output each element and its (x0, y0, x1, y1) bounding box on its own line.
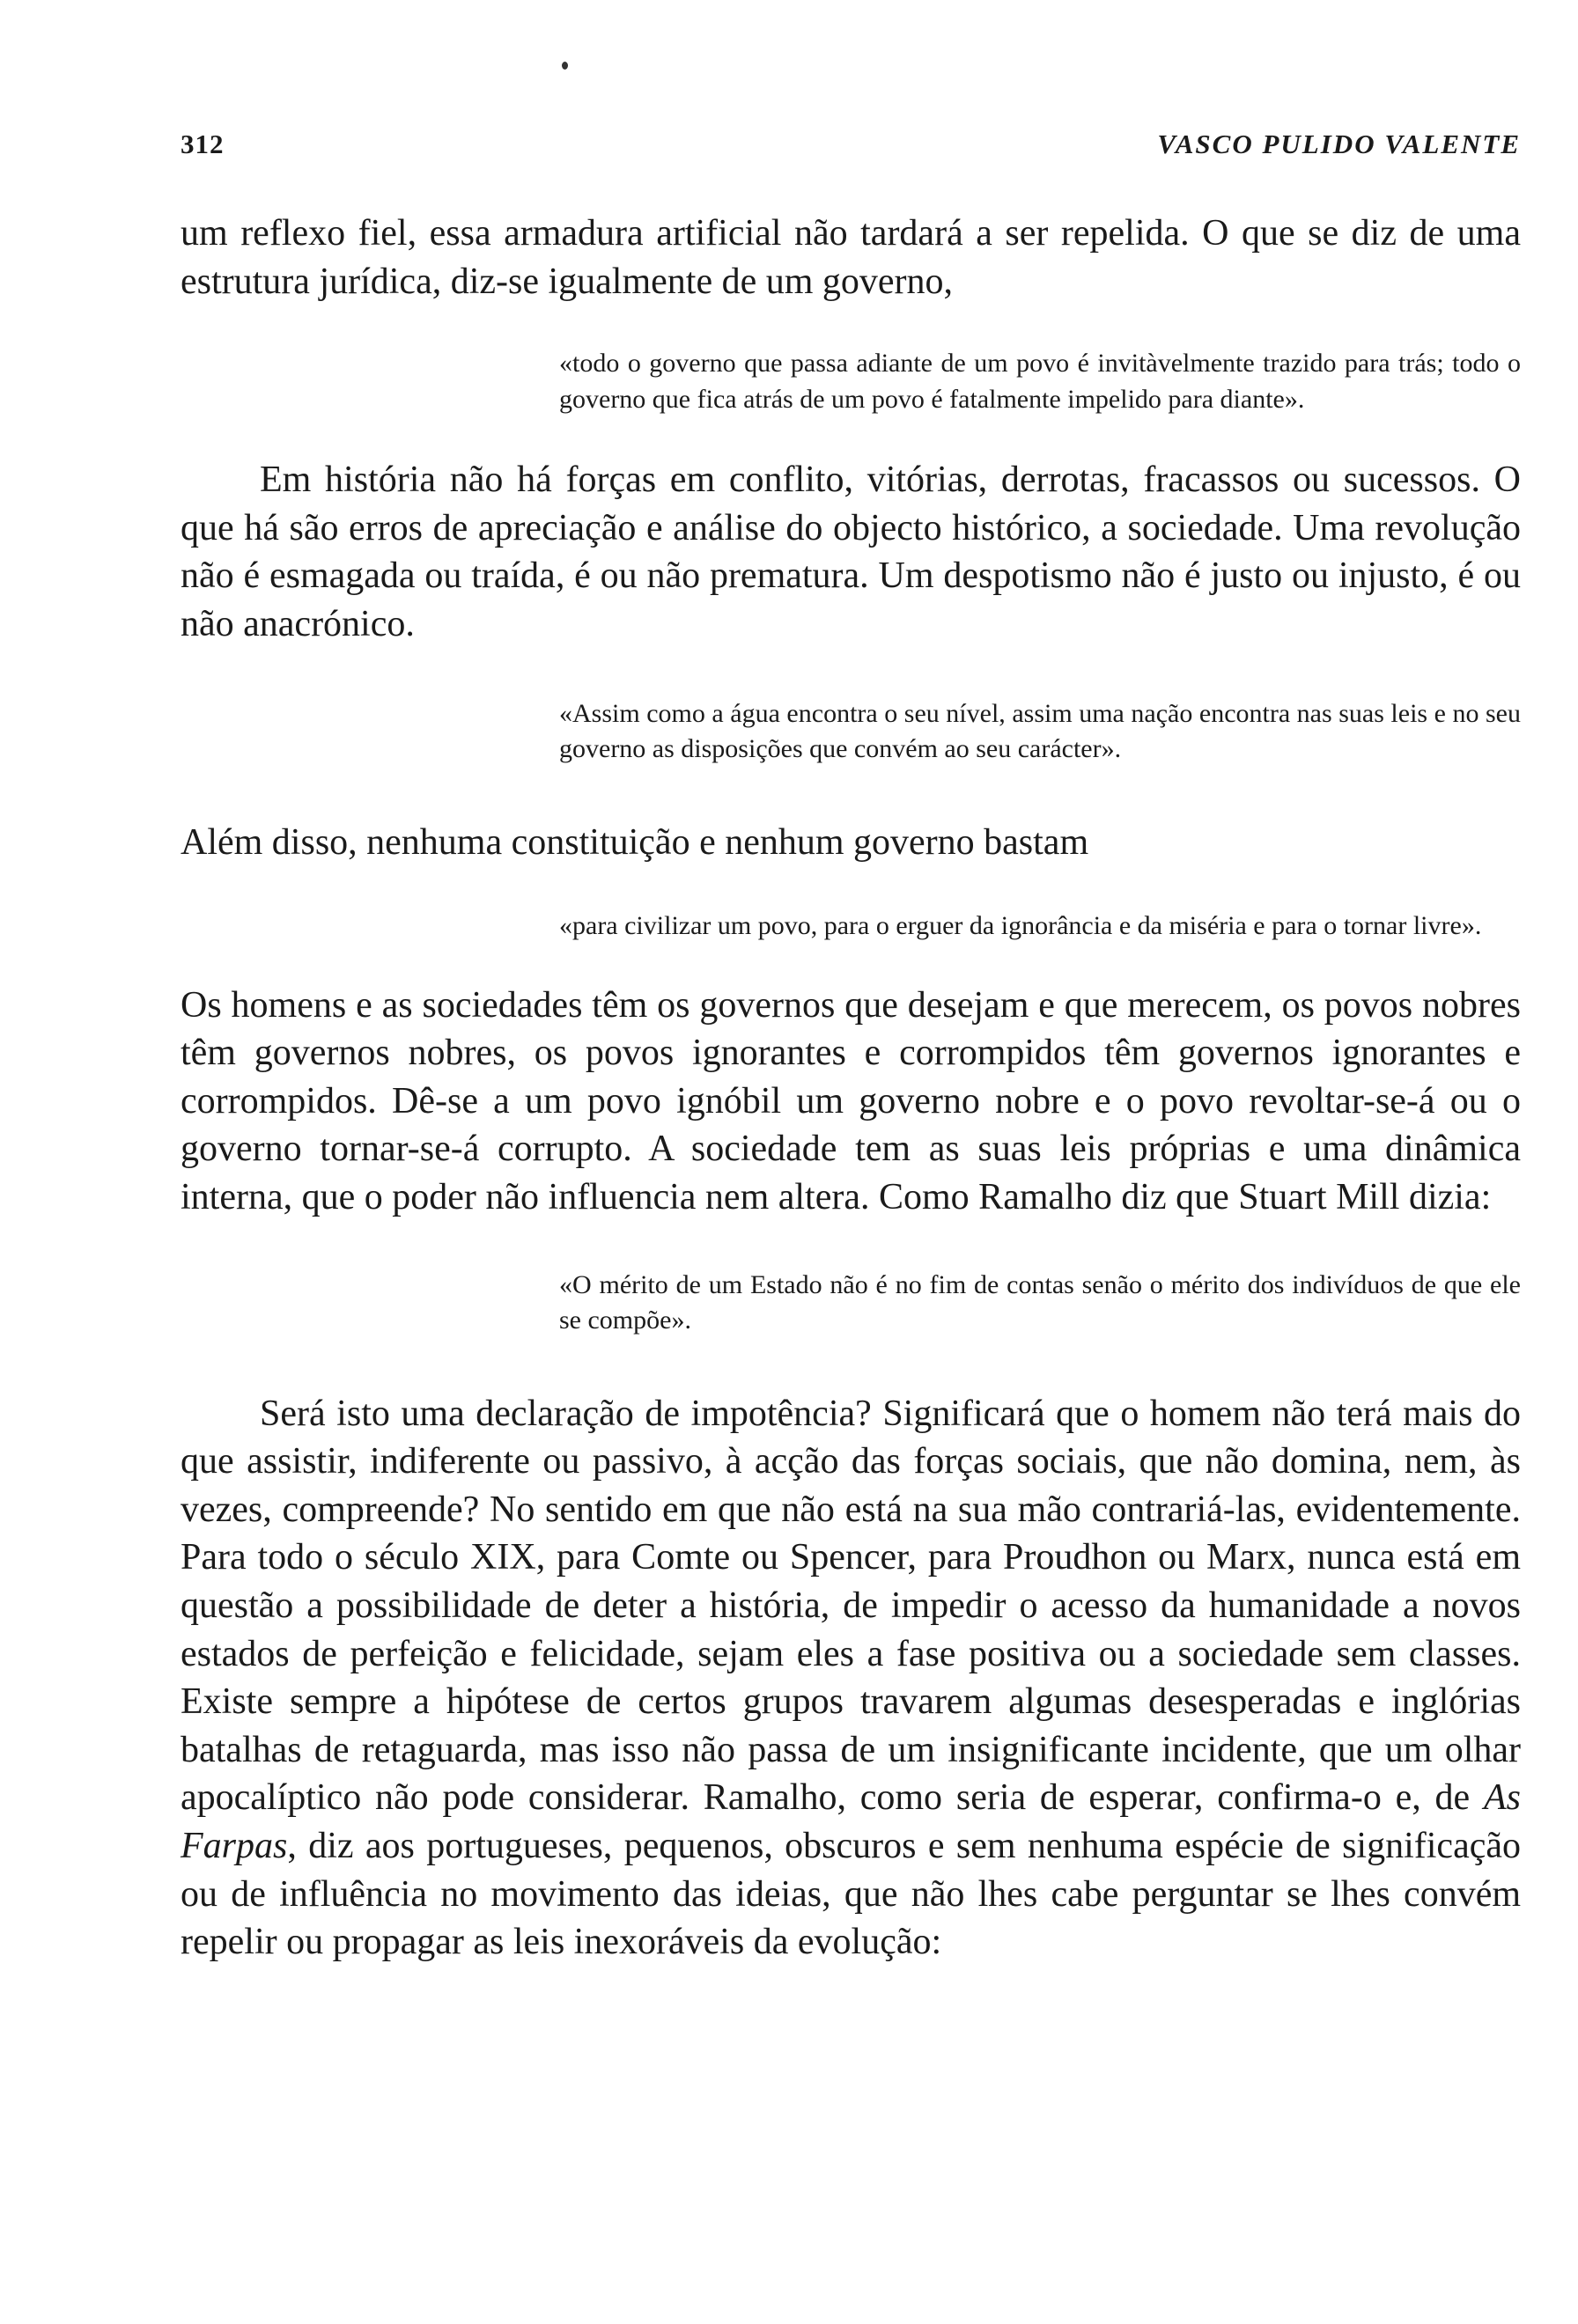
paragraph-2: Em história não há forças em conflito, vitórias, derrotas, fracassos ou sucessos. O que há são erros de apreciação e análise do objecto histórico, a sociedade. Uma revolução não é esmagada ou traída, é ou não prematura. Um despotismo não é justo ou injusto, é ou não anacrónico. (181, 460, 1521, 644)
running-head: VASCO PULIDO VALENTE (1157, 129, 1521, 159)
book-page (181, 0, 1521, 2324)
block-quote-2: «Assim como a água encontra o seu nível, assim uma nação encontra nas suas leis e no seu governo as disposições que convém ao seu carácter». (559, 698, 1521, 764)
paragraph-3: Além disso, nenhuma constituição e nenhum governo bastam (181, 821, 1089, 863)
paragraph-5 (181, 1390, 1521, 1967)
block-quote-4: «O mérito de um Estado não é no fim de contas senão o mérito dos indivíduos de que ele se compõe». (559, 1269, 1521, 1335)
paragraph-5-part-2: , diz aos portugueses, pequenos, obscuros e sem nenhuma espécie de significação ou de influência no movimento das ideias, que não lhes cabe perguntar se lhes convém repelir ou propagar as leis inexoráveis da evolução: (181, 1825, 1521, 1963)
paragraph-5-part-1: Será isto uma declaração de impotência? Significará que o homem não terá mais do que assistir, indiferente ou passivo, à acção das forças sociais, que não domina, nem, às vezes, compreende? No sentido em que não está na sua mão contrariá-las, evidentemente. Para todo o século XIX, para Comte ou Spencer, para Proudhon ou Marx, nunca está em questão a possibilidade de deter a história, de impedir o acesso da humanidade a novos estados de perfeição e felicidade, sejam eles a fase positiva ou a sociedade sem classes. Existe sempre a hipótese de certos grupos travarem algumas desesperadas e inglórias batalhas de retaguarda, mas isso não passa de um insignificante incidente, que um olhar apocalíptico não pode considerar. Ramalho, como seria de esperar, confirma-o e, de (181, 1393, 1521, 1819)
book-title: As Farpas (181, 1777, 1521, 1866)
paragraph-1: um reflexo fiel, essa armadura artificial não tardará a ser repelida. O que se diz de uma estrutura jurídica, diz-se igualmente de um governo, (181, 213, 1521, 302)
block-quote-3: «para civilizar um povo, para o erguer da ignorância e da miséria e para o tornar livre». (559, 911, 1482, 941)
page-number: 312 (181, 129, 225, 159)
page-header (181, 123, 1521, 167)
page-body (181, 210, 1521, 1967)
paragraph-4: Os homens e as sociedades têm os governos que desejam e que merecem, os povos nobres têm governos nobres, os povos ignorantes e corrompidos têm governos ignorantes e corrompidos. Dê-se a um povo ignóbil um governo nobre e o povo revoltar-se-á ou o governo tornar-se-á corrupto. A sociedade tem as suas leis próprias e uma dinâmica interna, que o poder não influencia nem altera. Como Ramalho diz que Stuart Mill dizia: (181, 984, 1521, 1218)
block-quote-1: «todo o governo que passa adiante de um povo é invitàvelmente trazido para trás; todo o governo que fica atrás de um povo é fatalmente impelido para diante». (559, 349, 1521, 414)
